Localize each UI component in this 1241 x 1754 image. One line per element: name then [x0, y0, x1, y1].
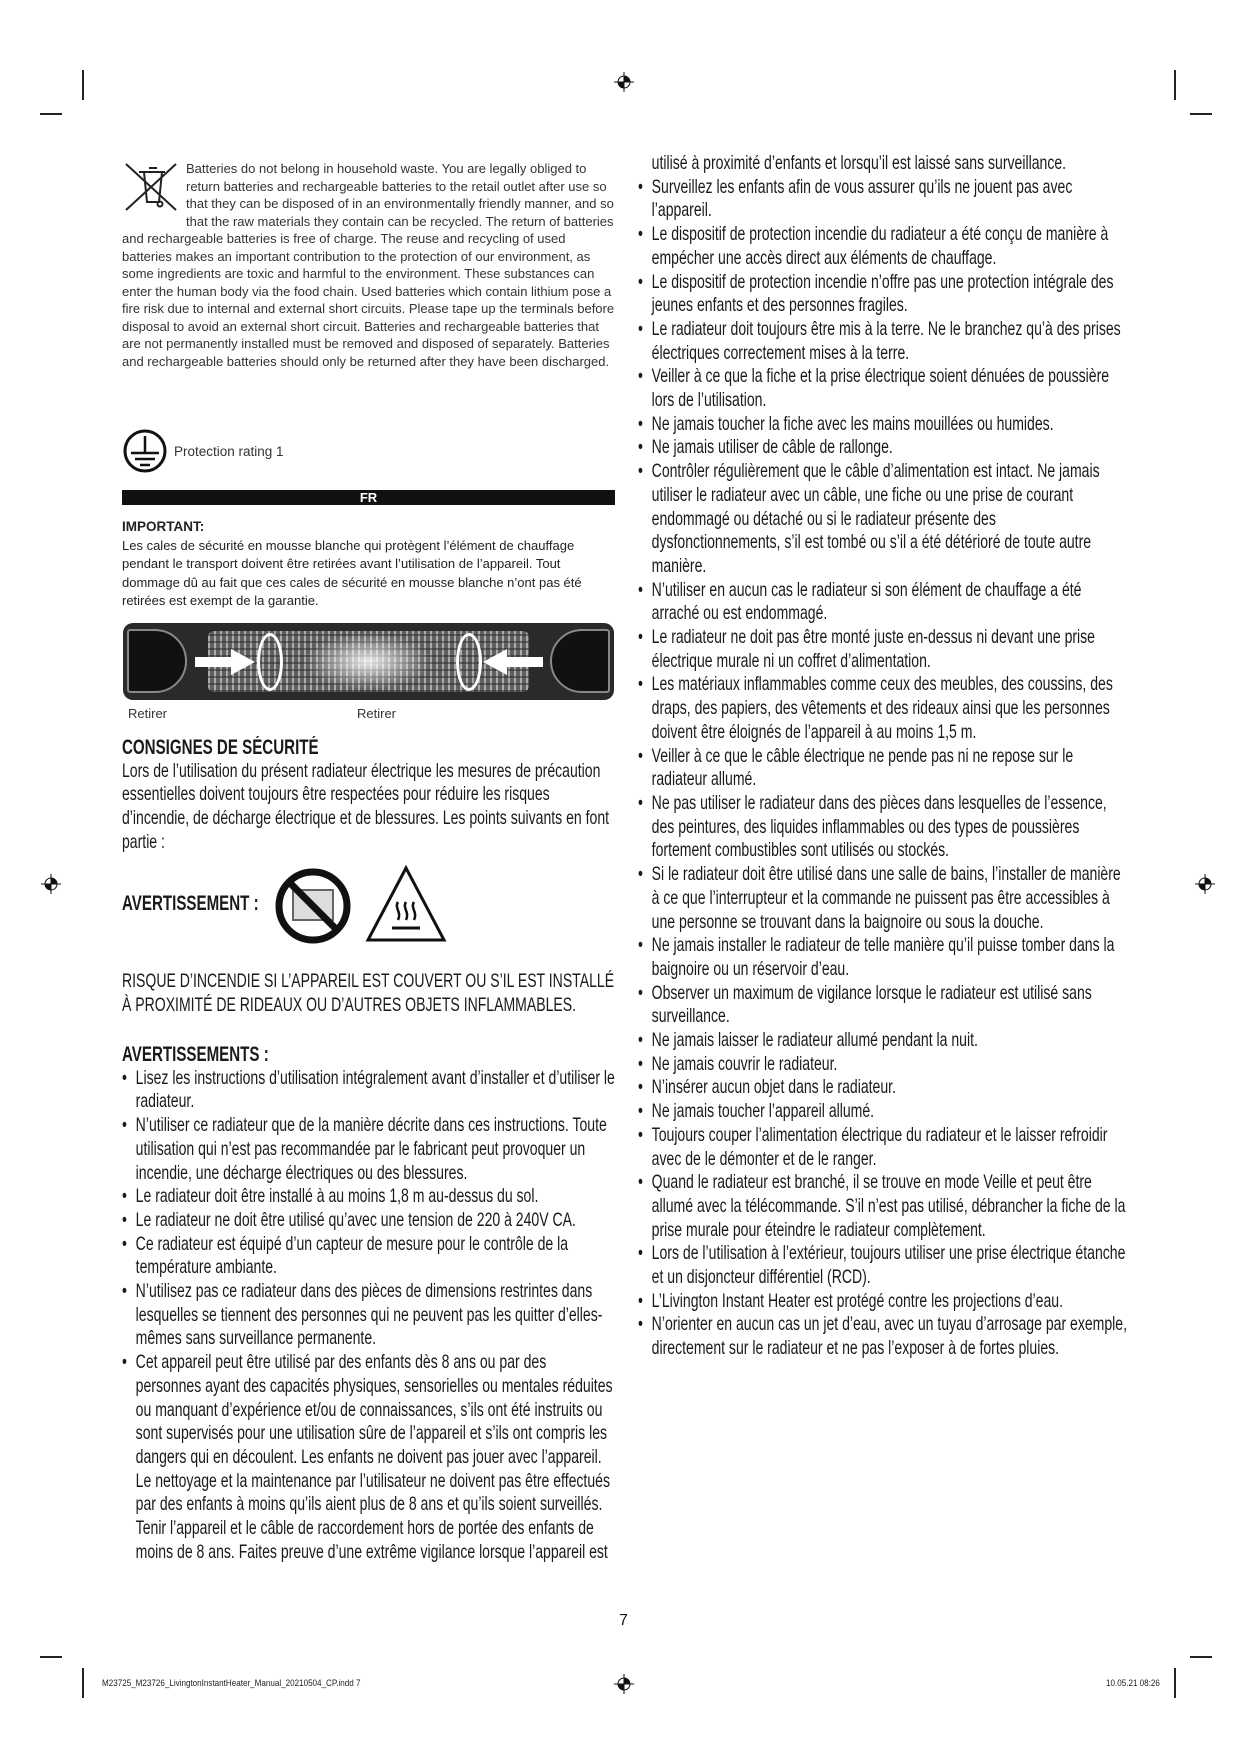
list-item: • Le radiateur ne doit être utilisé qu’avec une tension de 220 à 240V CA.	[122, 1209, 615, 1233]
language-bar: FR	[122, 490, 615, 505]
important-text: Les cales de sécurité en mousse blanche qui protègent l’élément de chauffage pendant le transport doivent être retirées avant l’utilisation de l’appareil. Tout dommage dû au fait que ces cales de sécurité en mousse blanche n’ont pas été retirées est exempt de la garantie.	[122, 537, 582, 608]
list-item: • Ne pas utiliser le radiateur dans des pièces dans lesquelles de l’essence, des peintures, des liquides inflammables ou des types de poussières fortement combustibles sont utilisés ou stockés.	[638, 792, 1128, 863]
heater-image	[123, 623, 614, 700]
safety-section	[122, 736, 615, 855]
battery-disposal-notice	[122, 160, 617, 370]
list-item: • Veiller à ce que la fiche et la prise électrique soient dénuées de poussière lors de l’utilisation.	[638, 365, 1128, 412]
list-item: • Ne jamais utiliser de câble de rallonge.	[638, 436, 1128, 460]
crop-mark	[1174, 1668, 1176, 1698]
list-item: • Le dispositif de protection incendie n’offre pas une protection intégrale des jeunes enfants et des personnes fragiles.	[638, 271, 1128, 318]
list-item: • Ne jamais toucher l’appareil allumé.	[638, 1100, 1128, 1124]
list-item: • N’utiliser ce radiateur que de la manière décrite dans ces instructions. Toute utilisation qui n’est pas recommandée par le fabricant peut provoquer un incendie, une décharge électriques ou des blessures.	[122, 1114, 615, 1185]
crop-mark	[82, 70, 84, 100]
fire-risk-text: RISQUE D’INCENDIE SI L’APPAREIL EST COUVERT OU S’IL EST INSTALLÉ À PROXIMITÉ DE RIDEAUX OU D’AUTRES OBJETS INFLAMMABLES.	[122, 970, 615, 1016]
list-item: • N’orienter en aucun cas un jet d’eau, avec un tuyau d’arrosage par exemple, directement sur le radiateur et ne pas l’exposer à de fortes pluies.	[638, 1313, 1128, 1360]
safety-title: CONSIGNES DE SÉCURITÉ	[122, 736, 319, 759]
list-item: • Les matériaux inflammables comme ceux des meubles, des coussins, des draps, des papiers, des vêtements et des rideaux ainsi que les personnes doivent être éloignés de l’appareil à au moins 1,5 m.	[638, 673, 1128, 744]
list-item: • Le dispositif de protection incendie du radiateur a été conçu de manière à empécher une accès direct aux éléments de chauffage.	[638, 223, 1128, 270]
list-item: • Ne jamais laisser le radiateur allumé pendant la nuit.	[638, 1029, 1128, 1053]
crop-mark	[40, 113, 62, 115]
protection-rating-label: Protection rating 1	[174, 443, 284, 459]
arrow-left-icon	[483, 649, 543, 675]
crop-mark	[1190, 1656, 1212, 1658]
warning-label-text: AVERTISSEMENT :	[122, 892, 259, 915]
warnings-list-right	[638, 152, 1128, 1361]
heater-endcap	[127, 629, 187, 693]
figure-label: Retirer	[128, 706, 168, 721]
list-item: • Ne jamais toucher la fiche avec les mains mouillées ou humides.	[638, 413, 1128, 437]
list-item: • Lisez les instructions d’utilisation intégralement avant d’installer et d’utiliser le radiateur.	[122, 1067, 615, 1114]
list-item: • Ne jamais couvrir le radiateur.	[638, 1053, 1128, 1077]
list-item: • Observer un maximum de vigilance lorsque le radiateur est utilisé sans surveillance.	[638, 982, 1128, 1029]
list-item: • Ne jamais installer le radiateur de telle manière qu’il puisse tomber dans la baignoire ou un réservoir d’eau.	[638, 934, 1128, 981]
list-item: • Si le radiateur doit être utilisé dans une salle de bains, l’installer de manière à ce que l’interrupteur et la commande ne puissent pas être accessibles à une personne se trouvant dans la baignoire ou sous la douche.	[638, 863, 1128, 934]
list-item: • Le radiateur doit être installé à au moins 1,8 m au-dessus du sol.	[122, 1185, 615, 1209]
foam-block-highlight	[456, 633, 482, 691]
crossed-bin-icon	[122, 160, 184, 214]
list-item: • L’Livington Instant Heater est protégé contre les projections d’eau.	[638, 1290, 1128, 1314]
registration-mark-icon	[614, 1674, 634, 1694]
fire-risk-warning	[122, 970, 619, 1017]
crop-mark	[1174, 70, 1176, 100]
foam-block-highlight	[257, 633, 283, 691]
warnings-list-left	[122, 1043, 615, 1564]
list-item: • Ce radiateur est équipé d’un capteur de mesure pour le contrôle de la température ambiante.	[122, 1233, 615, 1280]
registration-mark-icon	[1195, 874, 1215, 894]
heater-endcap	[550, 629, 610, 693]
list-item: • Surveillez les enfants afin de vous assurer qu’ils ne jouent pas avec l’appareil.	[638, 176, 1128, 223]
registration-mark-icon	[41, 874, 61, 894]
crop-mark	[82, 1668, 84, 1698]
list-item: • Cet appareil peut être utilisé par des enfants dès 8 ans ou par des personnes ayant des capacités physiques, sensorielles ou mentales réduites ou manquant d’expérience et/ou de connaissances, s’ils ont été instruits ou sont supervisés pour une utilisation sûre de l’appareil et s’ils ont compris les dangers qui en découlent. Les enfants ne doivent pas jouer avec l’appareil. Le nettoyage et la maintenance par l’utilisateur ne doivent pas être effectués par des enfants à moins qu’ils aient plus de 8 ans et qu’ils soient surveillés. Tenir l’appareil et le câble de raccordement hors de portée des enfants de moins de 8 ans. Faites preuve d’une extrême vigilance lorsque l’appareil est	[122, 1351, 615, 1564]
list-item: • Lors de l’utilisation à l’extérieur, toujours utiliser une prise électrique étanche et un disjoncteur différentiel (RCD).	[638, 1242, 1128, 1289]
page-number: 7	[619, 1612, 628, 1629]
list-item: • Le radiateur doit toujours être mis à la terre. Ne le branchez qu’à des prises électriques correctement mises à la terre.	[638, 318, 1128, 365]
footer-filename: M23725_M23726_LivingtonInstantHeater_Manual_20210504_CP.indd 7	[102, 1678, 361, 1689]
hot-surface-warning-icon	[364, 864, 448, 944]
figure-label: Retirer	[357, 706, 397, 721]
warnings-title: AVERTISSEMENTS :	[122, 1043, 269, 1066]
crop-mark	[1190, 113, 1212, 115]
do-not-cover-icon	[273, 868, 353, 944]
protection-rating	[122, 428, 284, 474]
list-item: • Le radiateur ne doit pas être monté juste en-dessus ni devant une prise électrique murale ni un coffret d’alimentation.	[638, 626, 1128, 673]
earth-ground-icon	[122, 428, 168, 474]
crop-mark	[40, 1656, 62, 1658]
list-item: • Quand le radiateur est branché, il se trouve en mode Veille et peut être allumé avec la télécommande. S’il n’est pas utilisé, débrancher la fiche de la prise murale pour éteindre le radiateur complètement.	[638, 1171, 1128, 1242]
list-item-continuation: utilisé à proximité d’enfants et lorsqu’il est laissé sans surveillance.	[651, 152, 1067, 174]
safety-intro: Lors de l’utilisation du présent radiateur électrique les mesures de précaution essentielles doivent toujours être respectées pour réduire les risques d’incendie, de décharge électrique et de blessures. Les points suivants en font partie :	[122, 759, 610, 853]
battery-notice-text: Batteries do not belong in household waste. You are legally obliged to return batteries and rechargeable batteries to the retail outlet after use so that they can be disposed of in an environmentally friendly manner, and so that the raw materials they contain can be recycled. The return of batteries and rechargeable batteries is free of charge. The reuse and recycling of used batteries makes an important contribution to the protection of our environment, as some ingredients are toxic and harmful to the environment. These substances can enter the human body via the food chain. Used batteries which contain lithium pose a fire risk due to internal and external short circuits. Please tape up the terminals before disposal to avoid an external short circuit. Batteries and rechargeable batteries that are not permanently installed must be removed and disposed of separately. Batteries and rechargeable batteries should only be returned after they have been discharged.	[122, 161, 615, 369]
list-item: • Toujours couper l’alimentation électrique du radiateur et le laisser refroidir avec de le démonter et de le ranger.	[638, 1124, 1128, 1171]
list-item: • N’insérer aucun objet dans le radiateur.	[638, 1076, 1128, 1100]
important-title: IMPORTANT:	[122, 519, 205, 534]
list-item: • Veiller à ce que le câble électrique ne pende pas ni ne repose sur le radiateur allumé.	[638, 745, 1128, 792]
list-item: • N’utiliser en aucun cas le radiateur si son élément de chauffage a été arraché ou est endommagé.	[638, 579, 1128, 626]
list-item: • Contrôler régulièrement que le câble d’alimentation est intact. Ne jamais utiliser le radiateur avec un câble, une fiche ou une prise de courant endommagé ou détaché ou si le radiateur présente des dysfonctionnements, s’il est tombé ou s’il a été détérioré de toute autre manière.	[638, 460, 1128, 579]
list-item: • N’utilisez pas ce radiateur dans des pièces de dimensions restrintes dans lesquelles se tiennent des personnes qui ne peuvent pas les quitter d’elles-mêmes sans surveillance permanente.	[122, 1280, 615, 1351]
footer-date: 10.05.21 08:26	[1106, 1678, 1160, 1689]
important-notice	[122, 518, 617, 611]
registration-mark-icon	[614, 72, 634, 92]
arrow-right-icon	[195, 649, 255, 675]
